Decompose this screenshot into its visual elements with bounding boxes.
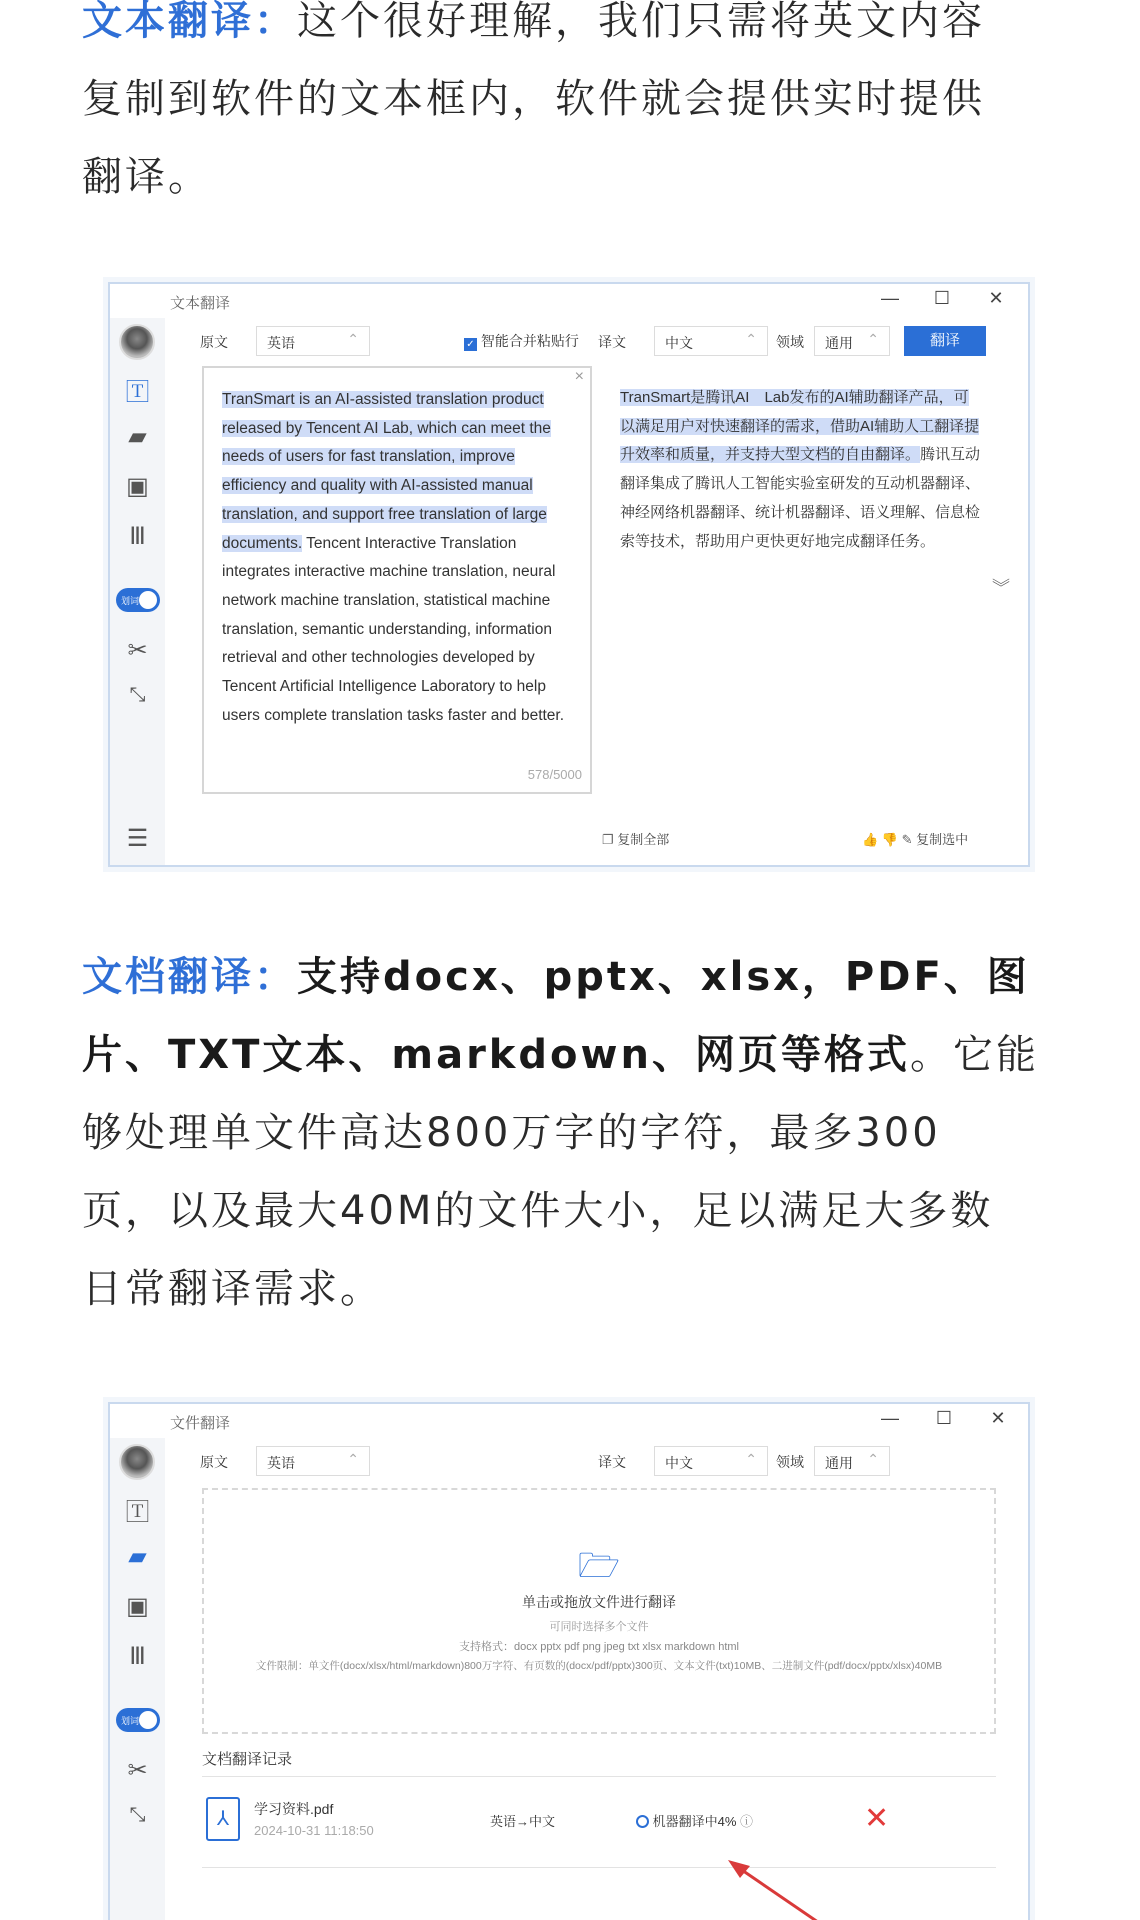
minimize-button[interactable]: — [881,288,899,308]
title-bar [110,284,1028,318]
drop-title: 单击或拖放文件进行翻译 [522,1594,676,1610]
source-text-box[interactable] [202,366,592,794]
record-status [636,1811,753,1830]
record-direction: 英语→中文 [490,1814,556,1829]
para2-line-3: 够处理单文件高达800万字的字符，最多300 [82,1110,941,1156]
close-button[interactable]: ✕ [988,288,1004,308]
ab-document-icon[interactable]: ▣ [126,1593,149,1620]
file-translation-window [108,1402,1030,1920]
para2-heading: 文档翻译： [82,954,297,1000]
target-language-select[interactable] [654,326,768,356]
collapse-icon[interactable]: ⤡ [129,684,146,706]
toggle-label: 划词 [121,596,140,606]
record-row[interactable] [202,1776,996,1868]
source-language-select[interactable] [256,326,370,356]
word-select-toggle[interactable] [116,588,160,612]
thumbs-down-icon[interactable]: 👎 [881,832,898,847]
drop-subtitle: 可同时选择多个文件 [549,1621,649,1633]
domain-label: 领域 [776,334,804,350]
target-label: 译文 [598,1454,626,1470]
para1-heading: 文本翻译： [82,0,297,44]
window-title: 文件翻译 [170,1415,231,1432]
scissors-icon[interactable]: ✂ [127,1757,148,1784]
collapse-icon[interactable]: ⤡ [129,1804,146,1826]
text-translate-icon[interactable]: 🅃 [125,379,150,406]
drop-limits: 文件限制：单文件(docx/xlsx/html/markdown)800万字符、有页数的(docx/pdf/pptx)300页、文本文件(txt)10MB、二进制文件(pdf/docx/pptx/xlsx)40MB [255,1660,943,1672]
text-translation-window [108,282,1030,867]
para2-line-1 [82,938,1062,1016]
para1-line-3: 翻译。 [82,154,211,200]
target-language-value: 中文 [665,335,693,351]
window-title: 文本翻译 [170,295,231,312]
target-language-select[interactable] [654,1446,768,1476]
avatar[interactable] [119,324,155,360]
file-drop-zone[interactable] [202,1488,996,1734]
domain-label: 领域 [776,1454,804,1470]
copy-all-button[interactable] [602,829,669,848]
left-rail [110,1438,165,1920]
avatar[interactable] [119,1444,155,1480]
smart-merge-label: 智能合并粘贴行 [480,333,579,349]
intro-paragraph-text-translation [82,0,1062,216]
left-rail [110,318,165,865]
double-chevron-down-icon[interactable]: ︾ [992,578,1010,598]
toggle-label: 划词 [121,1716,140,1726]
delete-record-icon[interactable]: ✕ [864,1802,890,1835]
source-selected-text: TranSmart is an AI-assisted translation product released by Tencent AI Lab, which can meet the needs of users for fast translation, improve efficiency and quality with AI-assisted manual translation, and support free translation of large documents. [222,391,551,552]
para2-bold-line2: 片、TXT文本、markdown、网页等格式 [82,1032,910,1078]
clear-close-icon[interactable]: × [574,368,584,385]
toggle-knob [139,1711,157,1729]
chevron-up-icon: ⌃ [867,1451,879,1467]
chevron-up-icon: ⌃ [347,331,359,347]
smart-merge-checkbox[interactable] [464,331,579,351]
menu-icon[interactable]: ☰ [126,825,149,852]
record-filename: 学习资料.pdf [254,1801,334,1817]
copy-selected-label[interactable]: 复制选中 [916,832,969,847]
domain-select[interactable] [814,326,890,356]
para2-line2-tail: 。它能 [909,1032,1039,1078]
character-counter: 578/5000 [527,767,582,782]
chevron-up-icon: ⌃ [347,1451,359,1467]
minimize-button[interactable]: — [881,1408,899,1428]
domain-value: 通用 [825,1455,853,1471]
edit-icon[interactable]: ✎ [901,832,913,847]
target-label: 译文 [598,334,626,350]
word-select-toggle[interactable] [116,1708,160,1732]
target-selected-text: TranSmart是腾讯AI Lab发布的AI辅助翻译产品，可以满足用户对快速翻译的需求，借助AI辅助人工翻译提升效率和质量，并支持大型文档的自由翻译。 [620,389,980,464]
library-icon[interactable]: Ⅲ [129,523,146,550]
para2-line-2 [82,1016,1062,1094]
source-label: 原文 [200,334,228,350]
toggle-knob [139,591,157,609]
para1-line-2: 复制到软件的文本框内，软件就会提供实时提供 [82,76,985,122]
feedback-and-copy-selected [862,829,968,848]
maximize-button[interactable]: ☐ [935,1408,953,1428]
copy-all-label: 复制全部 [617,832,670,847]
para1-line-1 [82,0,1062,60]
drop-formats: 支持格式：docx pptx pdf png jpeg txt xlsx markdown html [459,1641,739,1653]
copy-icon: ❐ [602,832,614,847]
domain-value: 通用 [825,335,853,351]
scissors-icon[interactable]: ✂ [127,637,148,664]
source-language-select[interactable] [256,1446,370,1476]
source-unselected-text: Tencent Interactive Translation integrates interactive machine translation, neural network machine translation, statistical machine translation, semantic understanding, information retrieval and other technologies developed by Tencent Artificial Intelligence Laboratory to help users complete translation tasks faster and better. [222,534,565,724]
checkbox-checked-icon: ✓ [464,338,477,351]
source-language-value: 英语 [267,1455,295,1471]
text-translate-icon[interactable]: 🅃 [125,1499,150,1526]
intro-paragraph-document-translation [82,938,1062,1328]
folder-icon[interactable]: ▰ [128,1543,147,1570]
thumbs-up-icon[interactable]: 👍 [862,832,879,847]
folder-open-icon: 🗁 [577,1547,621,1585]
para1-line1-text: 这个很好理解，我们只需将英文内容 [297,0,985,44]
target-unselected-text: 腾讯互动翻译集成了腾讯人工智能实验室研发的互动机器翻译、神经网络机器翻译、统计机器翻译、语义理解、信息检索等技术，帮助用户更快更好地完成翻译任务。 [620,446,981,550]
folder-icon[interactable]: ▰ [128,423,147,450]
domain-select[interactable] [814,1446,890,1476]
info-icon[interactable]: ⓘ [740,1814,754,1829]
progress-ring-icon [636,1815,649,1828]
maximize-button[interactable]: ☐ [933,288,951,308]
chevron-up-icon: ⌃ [745,331,757,347]
target-language-value: 中文 [665,1455,693,1471]
target-text [620,384,982,556]
close-button[interactable]: ✕ [990,1408,1006,1428]
record-status-text: 机器翻译中4% [652,1814,737,1829]
para2-line-4: 页，以及最大40M的文件大小，足以满足大多数 [82,1188,994,1234]
source-label: 原文 [200,1454,228,1470]
chevron-up-icon: ⌃ [745,1451,757,1467]
title-bar [110,1404,1028,1438]
ab-document-icon[interactable]: ▣ [126,473,149,500]
library-icon[interactable]: Ⅲ [129,1643,146,1670]
translate-button[interactable]: 翻译 [904,326,986,356]
para2-bold-line1: 支持docx、pptx、xlsx，PDF、图 [297,954,1030,1000]
chevron-up-icon: ⌃ [867,331,879,347]
source-text[interactable] [222,386,582,730]
record-time: 2024-10-31 11:18:50 [254,1823,374,1838]
para2-line-5: 日常翻译需求。 [82,1266,383,1312]
records-title: 文档翻译记录 [202,1751,293,1768]
pdf-file-icon: ⅄ [206,1797,240,1841]
source-language-value: 英语 [267,335,295,351]
